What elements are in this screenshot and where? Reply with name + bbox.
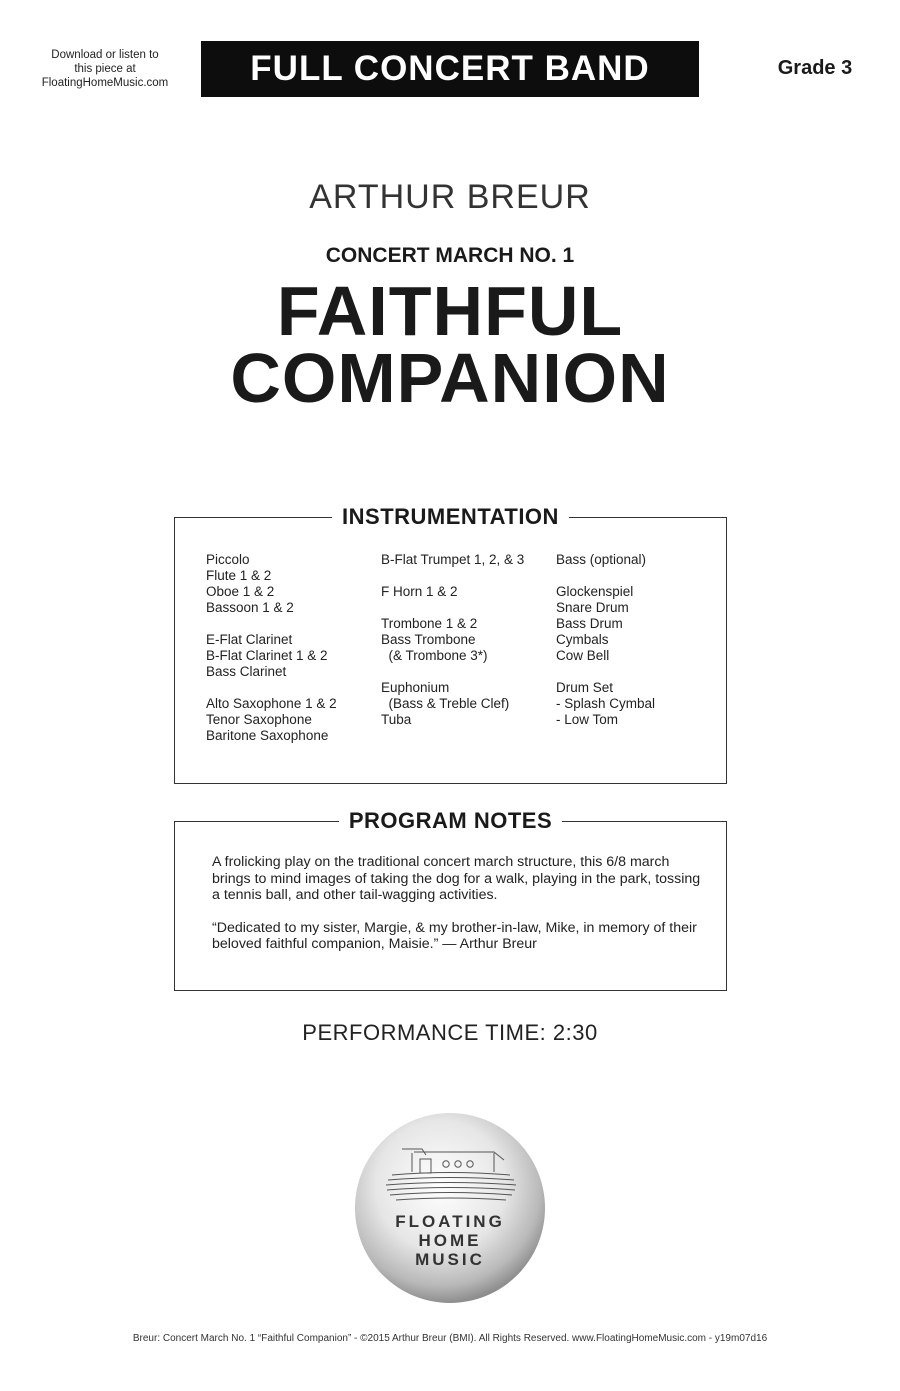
footer-copyright: Breur: Concert March No. 1 “Faithful Companion” - ©2015 Arthur Breur (BMI). All Rights Reserved. www.FloatingHomeMusic.com - y19m07d16 [132, 1333, 768, 1344]
logo-word: HOME [418, 1231, 482, 1250]
instrument-item: Tenor Saxophone [206, 712, 312, 727]
logo-wordmark [354, 1212, 546, 1269]
program-notes-heading-wrap [175, 808, 726, 834]
instrument-item: Cymbals [556, 632, 609, 647]
instrument-item: Alto Saxophone 1 & 2 [206, 696, 337, 711]
instrument-item: - Low Tom [556, 712, 619, 727]
download-note [20, 48, 190, 90]
instrument-spacer [556, 664, 655, 680]
instrument-column-1 [206, 552, 337, 744]
instrument-spacer [381, 568, 524, 584]
instrument-item: (Bass & Treble Clef) [381, 696, 510, 711]
instrument-spacer [381, 664, 524, 680]
instrument-item: Flute 1 & 2 [206, 568, 272, 583]
ensemble-banner: FULL CONCERT BAND [201, 41, 699, 97]
program-notes-text [212, 854, 702, 969]
logo-word: FLOATING [395, 1212, 505, 1231]
grade-label: Grade 3 [777, 57, 853, 79]
instrument-item: Cow Bell [556, 648, 610, 663]
instrument-item: Bassoon 1 & 2 [206, 600, 294, 615]
piece-title-line-2: COMPANION [230, 339, 670, 417]
instrument-item: - Splash Cymbal [556, 696, 656, 711]
program-notes-heading: PROGRAM NOTES [339, 808, 562, 833]
instrument-spacer [381, 600, 524, 616]
download-line: Download or listen to [51, 49, 159, 61]
logo-graphic [354, 1112, 546, 1304]
instrument-item: B-Flat Clarinet 1 & 2 [206, 648, 328, 663]
instrument-item: B-Flat Trumpet 1, 2, & 3 [381, 552, 525, 567]
instrument-item: Bass Clarinet [206, 664, 287, 679]
instrument-item: Tuba [381, 712, 412, 727]
instrument-item: Drum Set [556, 680, 614, 695]
instrumentation-heading: INSTRUMENTATION [332, 504, 569, 529]
performance-time: PERFORMANCE TIME: 2:30 [302, 1020, 598, 1045]
instrument-item: (& Trombone 3*) [381, 648, 488, 663]
program-notes-dedication: “Dedicated to my sister, Margie, & my brother-in-law, Mike, in memory of their beloved faithful companion, Maisie.” — Arthur Breur [212, 919, 697, 952]
instrument-item: Euphonium [381, 680, 450, 695]
instrument-column-3 [556, 552, 655, 728]
composer-name: ARTHUR BREUR [309, 178, 591, 216]
instrumentation-box [174, 504, 727, 784]
piece-title-line-1: FAITHFUL [276, 272, 624, 350]
instrument-item: Trombone 1 & 2 [381, 616, 478, 631]
program-notes-box [174, 808, 727, 991]
instrument-item: Glockenspiel [556, 584, 634, 599]
instrument-column-2 [381, 552, 524, 728]
piece-subtitle: CONCERT MARCH NO. 1 [325, 244, 575, 267]
instrument-item: Bass (optional) [556, 552, 647, 567]
instrument-item: F Horn 1 & 2 [381, 584, 458, 599]
download-link[interactable]: FloatingHomeMusic.com [41, 77, 169, 89]
instrument-item: Snare Drum [556, 600, 629, 615]
instrumentation-heading-wrap [175, 504, 726, 530]
instrument-item: E-Flat Clarinet [206, 632, 293, 647]
instrument-spacer [206, 680, 337, 696]
instrument-spacer [206, 616, 337, 632]
instrument-spacer [556, 568, 655, 584]
instrument-item: Oboe 1 & 2 [206, 584, 275, 599]
floating-home-logo-icon [354, 1112, 546, 1304]
program-notes-paragraph: A frolicking play on the traditional concert march structure, this 6/8 march brings to mind images of taking the dog for a walk, playing in the park, tossing a tennis ball, and other tail-wagging activities. [212, 854, 701, 903]
instrument-item: Baritone Saxophone [206, 728, 329, 743]
logo-word: MUSIC [415, 1250, 485, 1269]
instrument-item: Bass Drum [556, 616, 623, 631]
download-line: this piece at [74, 63, 136, 75]
instrument-item: Bass Trombone [381, 632, 476, 647]
instrument-item: Piccolo [206, 552, 250, 567]
